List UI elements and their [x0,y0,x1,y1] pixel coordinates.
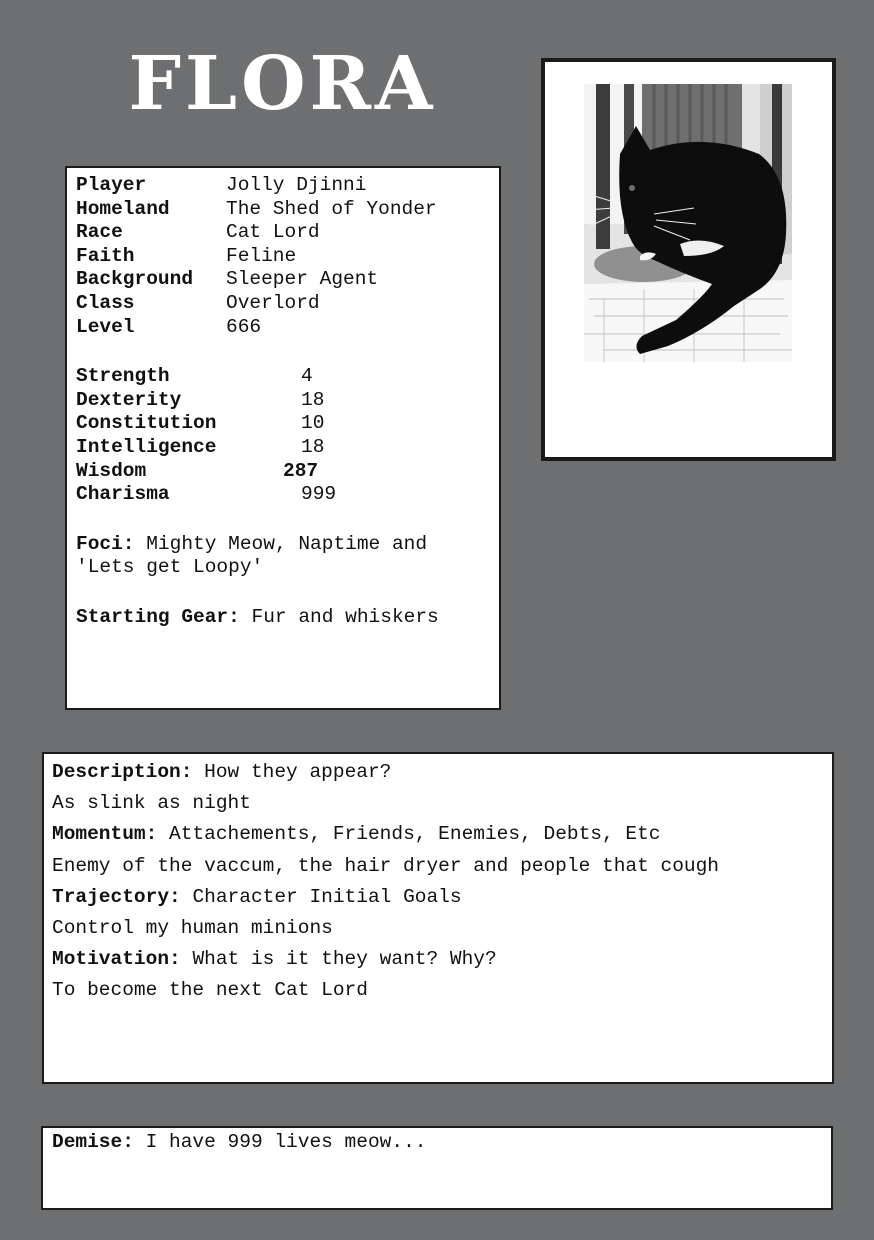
cat-portrait-photo [584,84,792,362]
attribute-row-strength [76,365,490,389]
info-value: Sleeper Agent [226,268,379,291]
info-row-level [76,316,490,340]
info-label: Homeland [76,197,170,220]
starting-gear [76,606,490,630]
stats-panel [65,166,501,710]
attribute-label: Intelligence [76,435,217,458]
gear-label: Starting Gear: [76,605,240,628]
info-row-class [76,292,490,316]
attribute-label: Charisma [76,483,170,506]
attribute-row-intelligence [76,436,490,460]
info-label: Faith [76,244,135,267]
info-value: Overlord [226,291,320,314]
momentum-prompt [52,819,824,850]
foci-text: Mighty Meow, Naptime and 'Lets get Loopy' [76,532,428,579]
motivation-prompt [52,944,824,975]
portrait-frame [541,58,836,461]
info-label: Class [76,291,135,314]
description-answer: As slink as night [52,792,251,815]
trajectory-answer: Control my human minions [52,916,333,939]
momentum-prompt-text: Attachements, Friends, Enemies, Debts, Etc [169,823,661,846]
info-label: Background [76,268,194,291]
attribute-label: Wisdom [76,459,147,482]
description-prompt-text: How they appear? [204,761,392,783]
description-prompt [52,757,824,788]
gear-text: Fur and whiskers [251,605,439,628]
info-label: Level [76,315,135,338]
motivation-label: Motivation: [52,948,181,971]
momentum-label: Momentum: [52,823,158,846]
info-row-faith [76,245,490,269]
attribute-value: 287 [283,459,319,482]
narrative-panel [42,752,834,1084]
info-row-background [76,268,490,292]
attribute-value: 18 [301,435,325,458]
info-row-player [76,174,490,198]
info-value: 666 [226,315,262,338]
attribute-value: 10 [301,412,325,435]
info-label: Player [76,174,147,196]
trajectory-prompt [52,882,824,913]
info-value: Jolly Djinni [226,174,367,196]
info-row-homeland [76,198,490,222]
info-label: Race [76,221,123,244]
info-value: The Shed of Yonder [226,197,437,220]
attribute-label: Strength [76,365,170,388]
trajectory-label: Trajectory: [52,885,181,908]
demise-line [52,1131,822,1155]
info-value: Feline [226,244,297,267]
demise-label: Demise: [52,1131,134,1153]
attribute-row-dexterity [76,389,490,413]
foci [76,533,490,580]
info-row-race [76,221,490,245]
attribute-row-wisdom [76,460,490,484]
attribute-row-constitution [76,412,490,436]
attribute-value: 4 [301,365,313,388]
attribute-value: 999 [301,483,337,506]
attribute-label: Constitution [76,412,217,435]
momentum-answer: Enemy of the vaccum, the hair dryer and people that cough [52,854,720,877]
attribute-label: Dexterity [76,388,182,411]
motivation-answer: To become the next Cat Lord [52,979,368,1002]
attribute-value: 18 [301,388,325,411]
description-label: Description: [52,761,193,783]
trajectory-prompt-text: Character Initial Goals [192,885,462,908]
motivation-prompt-text: What is it they want? Why? [192,948,497,971]
demise-text: I have 999 lives meow... [145,1131,427,1153]
demise-panel [41,1126,833,1210]
foci-label: Foci: [76,532,135,555]
character-name-title: FLORA [128,41,437,127]
info-value: Cat Lord [226,221,320,244]
attribute-row-charisma [76,483,490,507]
